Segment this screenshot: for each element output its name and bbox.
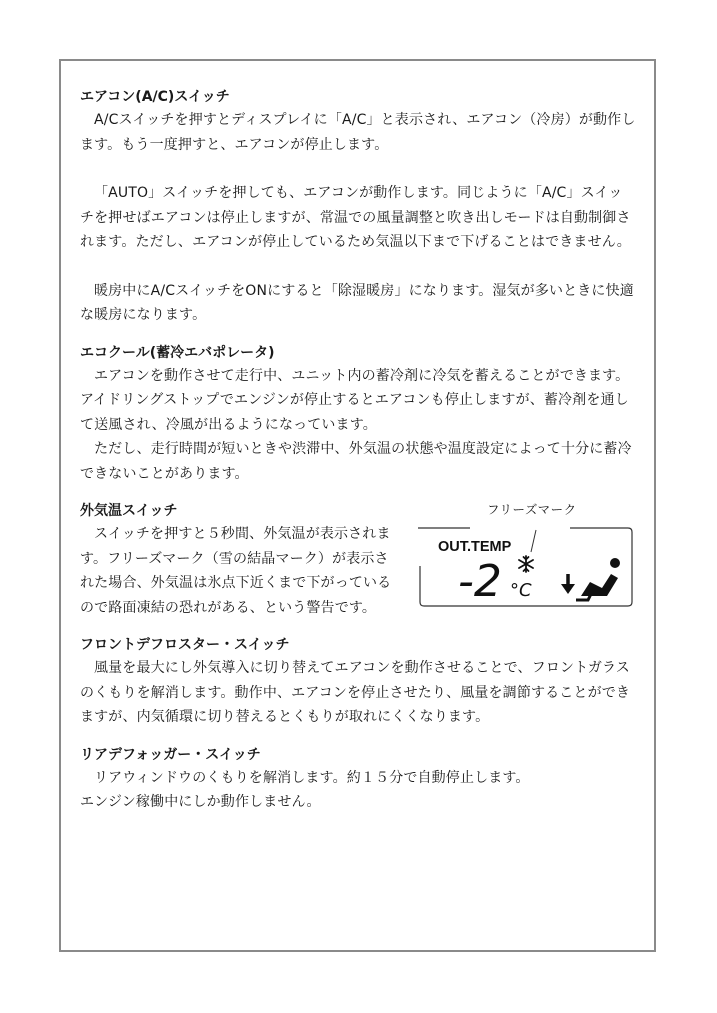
document-body — [80, 86, 636, 815]
temperature-value: -2 — [458, 556, 502, 607]
paragraph: 暖房中にA/CスイッチをONにすると「除湿暖房」になります。湿気が多いときに快適な暖房になります。 — [80, 282, 634, 323]
section-ac-switch — [80, 86, 636, 328]
section-eco-cool — [80, 342, 636, 487]
paragraph: スイッチを押すと５秒間、外気温が表示されます。フリーズマーク（雪の結晶マーク）が表示された場合、外気温は氷点下近くまで下がっているので路面凍結の恐れがある、という警告です。 — [80, 526, 392, 616]
section-rear-defogger — [80, 744, 636, 815]
heading-eco-cool: エコクール(蓄冷エバポレータ) — [80, 344, 275, 361]
heading-ac-switch: エアコン(A/C)スイッチ — [80, 89, 230, 105]
section-outside-temp — [80, 500, 636, 620]
heading-front-defroster: フロントデフロスター・スイッチ — [80, 637, 290, 653]
paragraph: 風量を最大にし外気導入に切り替えてエアコンを動作させることで、フロントガラスのくもりを解消します。動作中、エアコンを停止させたり、風量を調節することができますが、内気循環に切り替えるとくもりが取れにくくなります。 — [80, 660, 631, 725]
paragraph: A/Cスイッチを押すとディスプレイに「A/C」と表示され、エアコン（冷房）が動作します。もう一度押すと、エアコンが停止します。 — [80, 112, 636, 153]
section-front-defroster — [80, 634, 636, 730]
paragraph: エンジン稼働中にしか動作しません。 — [80, 794, 321, 810]
out-temp-label: OUT.TEMP — [438, 539, 512, 555]
paragraph: 「AUTO」スイッチを押しても、エアコンが動作します。同じように「A/C」スイッチを押せばエアコンは停止しますが、常温での風量調整と吹き出しモードは自動制御されます。ただし、エアコンが停止しているため気温以下まで下げることはできません。 — [80, 185, 631, 250]
seat-airflow-icon — [561, 558, 620, 600]
heading-rear-defogger: リアデフォッガー・スイッチ — [80, 746, 261, 763]
paragraph: リアウィンドウのくもりを解消します。約１５分で自動停止します。 — [94, 769, 530, 786]
freeze-mark-label: フリーズマーク — [487, 502, 577, 517]
temperature-unit: °C — [510, 580, 532, 601]
outside-temp-display — [418, 526, 634, 608]
paragraph: エアコンを動作させて走行中、ユニット内の蓄冷剤に冷気を蓄えることができます。アイドリングストップでエンジンが停止するとエアコンも停止しますが、蓄冷剤を通して送風され、冷風が出るようになっています。 — [80, 367, 630, 433]
heading-outside-temp: 外気温スイッチ — [80, 503, 178, 519]
paragraph: ただし、走行時間が短いときや渋滞中、外気温の状態や温度設定によって十分に蓄冷できないことがあります。 — [80, 441, 632, 482]
snowflake-icon — [519, 556, 533, 572]
